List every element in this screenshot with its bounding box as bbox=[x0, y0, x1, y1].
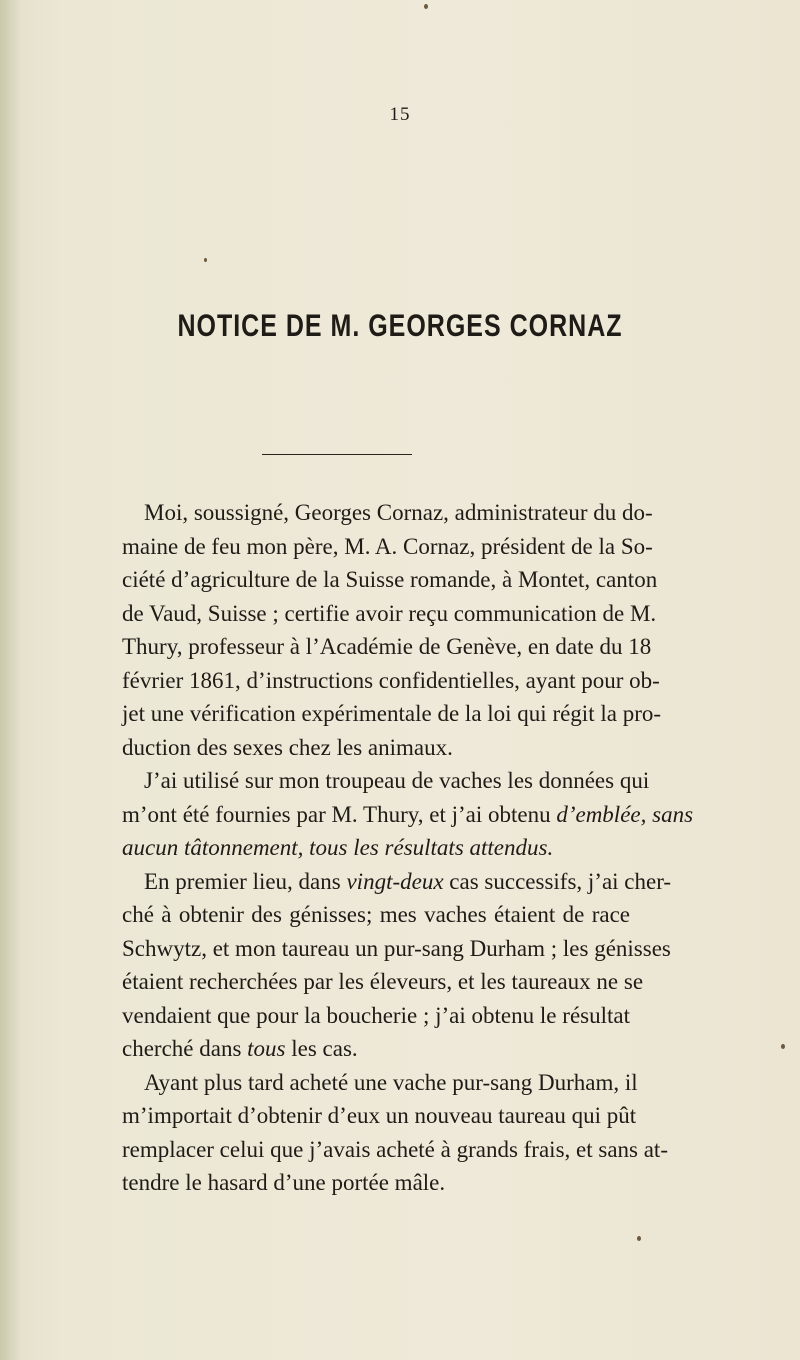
text-line bbox=[122, 563, 658, 597]
text-line bbox=[122, 1032, 630, 1066]
ink-speck bbox=[637, 1236, 641, 1241]
text-span: cherché dans bbox=[122, 1036, 248, 1061]
text-span: février 1861, d’instructions confidentielles, ayant pour ob- bbox=[122, 667, 660, 693]
text-line bbox=[122, 831, 630, 865]
text-line bbox=[122, 1066, 638, 1100]
text-line bbox=[122, 865, 672, 899]
ink-speck bbox=[424, 4, 428, 9]
italic-span: aucun tâtonnement, tous les résultats attendus. bbox=[122, 835, 554, 860]
text-span: Schwytz, et mon taureau un pur-sang Durham ; les génisses bbox=[122, 935, 671, 961]
text-line bbox=[122, 731, 630, 765]
text-line bbox=[122, 965, 644, 999]
ink-speck bbox=[204, 258, 207, 262]
ink-speck bbox=[781, 1044, 785, 1049]
text-span: duction des sexes chez les animaux. bbox=[122, 734, 453, 760]
text-span: de Vaud, Suisse ; certifie avoir reçu communication de M. bbox=[122, 600, 657, 626]
text-span: m’ont été fournies par M. Thury, et j’ai obtenu bbox=[122, 801, 557, 827]
text-span: cas successifs, j’ai cher- bbox=[443, 868, 672, 894]
text-line bbox=[122, 932, 671, 966]
text-span: m’importait d’obtenir d’eux un nouveau taureau qui pût bbox=[122, 1103, 637, 1128]
text-span: Moi, soussigné, Georges Cornaz, administrateur du do- bbox=[144, 500, 653, 525]
text-span: Thury, professeur à l’Académie de Genève, en date du 18 bbox=[122, 634, 652, 659]
text-line bbox=[122, 898, 630, 932]
text-span: étaient recherchées par les éleveurs, et les taureaux ne se bbox=[122, 969, 644, 994]
text-line bbox=[122, 664, 660, 698]
text-span: jet une vérification expérimentale de la loi qui régit la pro- bbox=[122, 701, 662, 726]
text-line bbox=[122, 530, 653, 564]
text-line bbox=[122, 1133, 668, 1167]
text-span: tendre le hasard d’une portée mâle. bbox=[122, 1170, 446, 1195]
text-span: remplacer celui que j’avais acheté à grands frais, et sans at- bbox=[122, 1136, 668, 1162]
text-line bbox=[122, 999, 630, 1033]
title-divider bbox=[262, 454, 412, 455]
text-line bbox=[122, 597, 657, 631]
page-number: 15 bbox=[389, 104, 411, 125]
text-line bbox=[122, 764, 650, 798]
text-span: En premier lieu, dans bbox=[144, 868, 347, 894]
text-line bbox=[122, 1166, 630, 1200]
italic-span: tous bbox=[247, 1036, 286, 1061]
text-line bbox=[122, 630, 652, 664]
text-span: les cas. bbox=[285, 1036, 358, 1061]
italic-span: d’emblée, sans bbox=[556, 801, 694, 827]
page-title: NOTICE DE M. GEORGES CORNAZ bbox=[177, 308, 623, 344]
italic-span: vingt-deux bbox=[346, 868, 444, 894]
body-text bbox=[122, 496, 694, 1200]
text-span: vendaient que pour la boucherie ; j’ai obtenu le résultat bbox=[122, 1002, 630, 1028]
text-span: ciété d’agriculture de la Suisse romande, à Montet, canton bbox=[122, 567, 658, 592]
text-span: maine de feu mon père, M. A. Cornaz, président de la So- bbox=[122, 533, 653, 559]
page-edge-shadow bbox=[0, 0, 22, 1360]
text-span: Ayant plus tard acheté une vache pur-sang Durham, il bbox=[144, 1069, 638, 1095]
text-line bbox=[122, 496, 653, 530]
text-span: J’ai utilisé sur mon troupeau de vaches les données qui bbox=[144, 768, 650, 793]
text-line bbox=[122, 697, 662, 731]
text-line bbox=[122, 1099, 637, 1133]
text-line bbox=[122, 798, 694, 832]
text-span: ché à obtenir des génisses; mes vaches étaient de race bbox=[122, 902, 630, 927]
